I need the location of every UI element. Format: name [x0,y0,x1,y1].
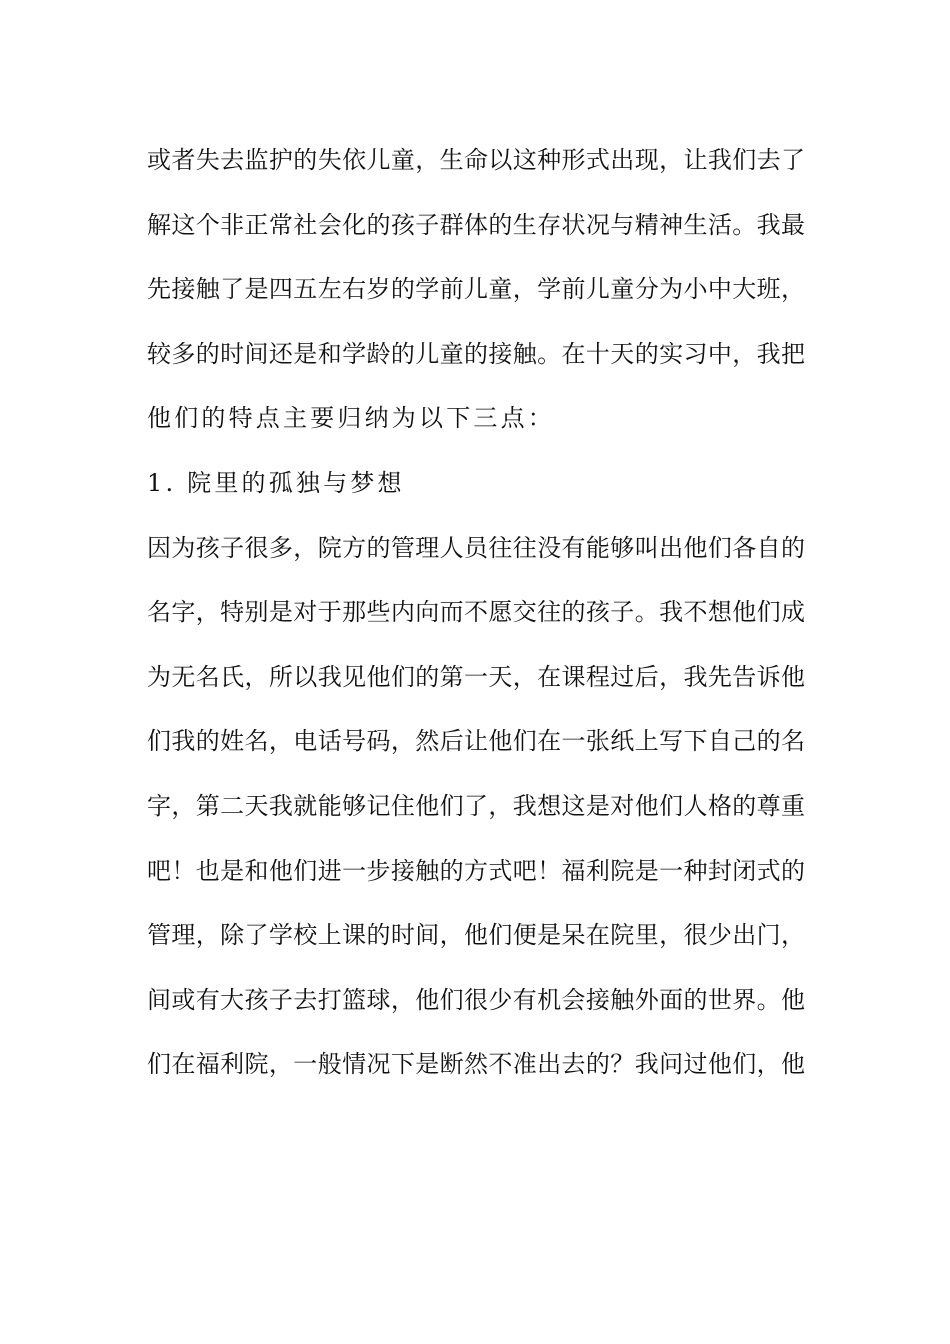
text-line: 较多的时间还是和学龄的儿童的接触。在十天的实习中，我把 [147,339,805,368]
text-line: 吧！也是和他们进一步接触的方式吧！福利院是一种封闭式的 [147,856,805,885]
text-line: 字，第二天我就能够记住他们了，我想这是对他们人格的尊重 [147,791,805,820]
text-line: 或者失去监护的失依儿童，生命以这种形式出现，让我们去了 [147,146,805,174]
text-line: 1. 院里的孤独与梦想 [147,468,405,497]
text-line: 解这个非正常社会化的孩子群体的生存状况与精神生活。我最 [147,210,805,239]
text-line: 间或有大孩子去打篮球，他们很少有机会接触外面的世界。他 [147,985,805,1014]
text-line: 们在福利院，一般情况下是断然不准出去的？我问过他们，他 [147,1050,805,1079]
text-line: 管理，除了学校上课的时间，他们便是呆在院里，很少出门， [147,921,805,950]
text-line: 名字，特别是对于那些内向而不愿交往的孩子。我不想他们成 [147,598,805,627]
text-line: 先接触了是四五左右岁的学前儿童，学前儿童分为小中大班， [147,275,805,304]
document-body [147,128,805,1097]
text-line: 他们的特点主要归纳为以下三点： [147,404,555,433]
text-line: 为无名氏，所以我见他们的第一天，在课程过后，我先告诉他 [147,662,805,691]
text-line: 因为孩子很多，院方的管理人员往往没有能够叫出他们各自的 [147,533,805,562]
text-line: 们我的姓名，电话号码，然后让他们在一张纸上写下自己的名 [147,727,805,756]
